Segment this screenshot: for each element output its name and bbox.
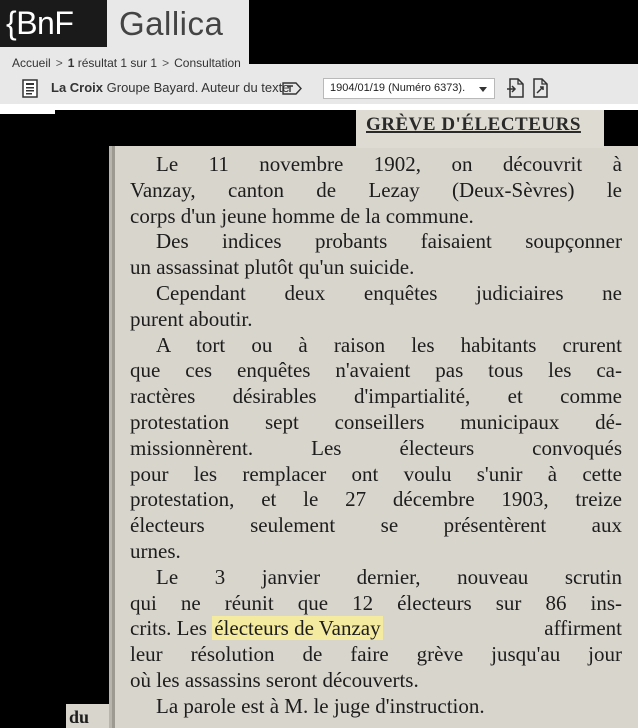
breadcrumb-results[interactable]: résultat 1 sur 1 [77, 56, 158, 70]
article-line: Le 3 janvier dernier, nouveau scrutin [156, 564, 622, 589]
article-headline: GRÈVE D'ÉLECTEURS [366, 114, 581, 135]
article-line: purent aboutir. [130, 306, 253, 331]
document-title-bold[interactable]: La Croix [51, 80, 104, 95]
article-line: un assassinat plutôt qu'un suicide. [130, 255, 415, 280]
breadcrumb-separator: > [162, 56, 170, 70]
share-icon[interactable] [530, 77, 550, 99]
article-line: protestation, et le 27 décembre 1903, treize [130, 487, 622, 512]
search-highlight[interactable]: électeurs de Vanzay [214, 616, 381, 641]
article-line: pour les remplacer ont voulu s'unir à cette [130, 461, 622, 486]
redacted-region [249, 0, 638, 64]
breadcrumb [0, 47, 249, 74]
document-title-author[interactable]: Groupe Bayard. Auteur du texte [103, 80, 290, 95]
adjacent-column-fragment: du [66, 704, 109, 728]
article-line: Le 11 novembre 1902, on découvrit à [156, 152, 622, 176]
article-line: A tort ou à raison les habitants crurent [156, 332, 622, 357]
breadcrumb-results-count[interactable]: 1 [67, 56, 75, 70]
breadcrumb-current: Consultation [174, 56, 241, 70]
document-viewer[interactable] [0, 104, 638, 728]
article-line: protestation sept conseillers municipaux dé- [130, 409, 622, 434]
article-text-segment: crits. Les [130, 616, 213, 641]
column-rule [112, 146, 115, 728]
breadcrumb-home[interactable]: Accueil [12, 56, 51, 70]
article-text-segment: affirment [544, 616, 622, 641]
article-line: Cependant deux enquêtes judiciaires ne [156, 280, 622, 305]
chevron-down-icon [479, 87, 487, 92]
document-title[interactable] [51, 74, 289, 102]
breadcrumb-separator: > [55, 56, 63, 70]
article-line: La parole est à M. le juge d'instruction. [156, 693, 485, 718]
article-line: qui ne réunit que 12 électeurs sur 86 ins- [130, 590, 622, 615]
article-line: que ces enquêtes n'avaient pas tous les ca- [130, 358, 622, 383]
bnf-logo[interactable]: {BnF [0, 0, 107, 47]
article-line: où les assassins seront découverts. [130, 667, 419, 692]
article-line: Vanzay, canton de Lezay (Deux-Sèvres) le [130, 177, 622, 202]
article-line-highlighted [130, 616, 622, 642]
article-line: corps d'un jeune homme de la commune. [130, 203, 474, 228]
issue-select-value: 1904/01/19 (Numéro 6373). [330, 82, 466, 94]
document-icon [22, 79, 38, 98]
breadcrumb-bar-tail [249, 64, 638, 74]
article-line: Des indices probants faisaient soupçonner [156, 229, 622, 254]
article-line: urnes. [130, 538, 181, 563]
article-line: électeurs seulement se présentèrent aux [130, 513, 622, 538]
text-mode-icon[interactable] [282, 82, 302, 95]
article-text [130, 152, 622, 720]
article-line: ractères désirables d'impartialité, et comme [130, 384, 622, 409]
gallica-logo-box[interactable] [107, 0, 249, 47]
document-toolbar [0, 74, 638, 104]
article-line: missionnèrent. Les électeurs convoqués [130, 435, 622, 460]
issue-select[interactable] [323, 78, 495, 99]
article-line: leur résolution de faire grève jusqu'au jour [130, 642, 622, 667]
gallica-logo[interactable]: Gallica [119, 5, 224, 42]
download-icon[interactable] [505, 77, 525, 99]
viewer-left-marker [0, 110, 55, 114]
